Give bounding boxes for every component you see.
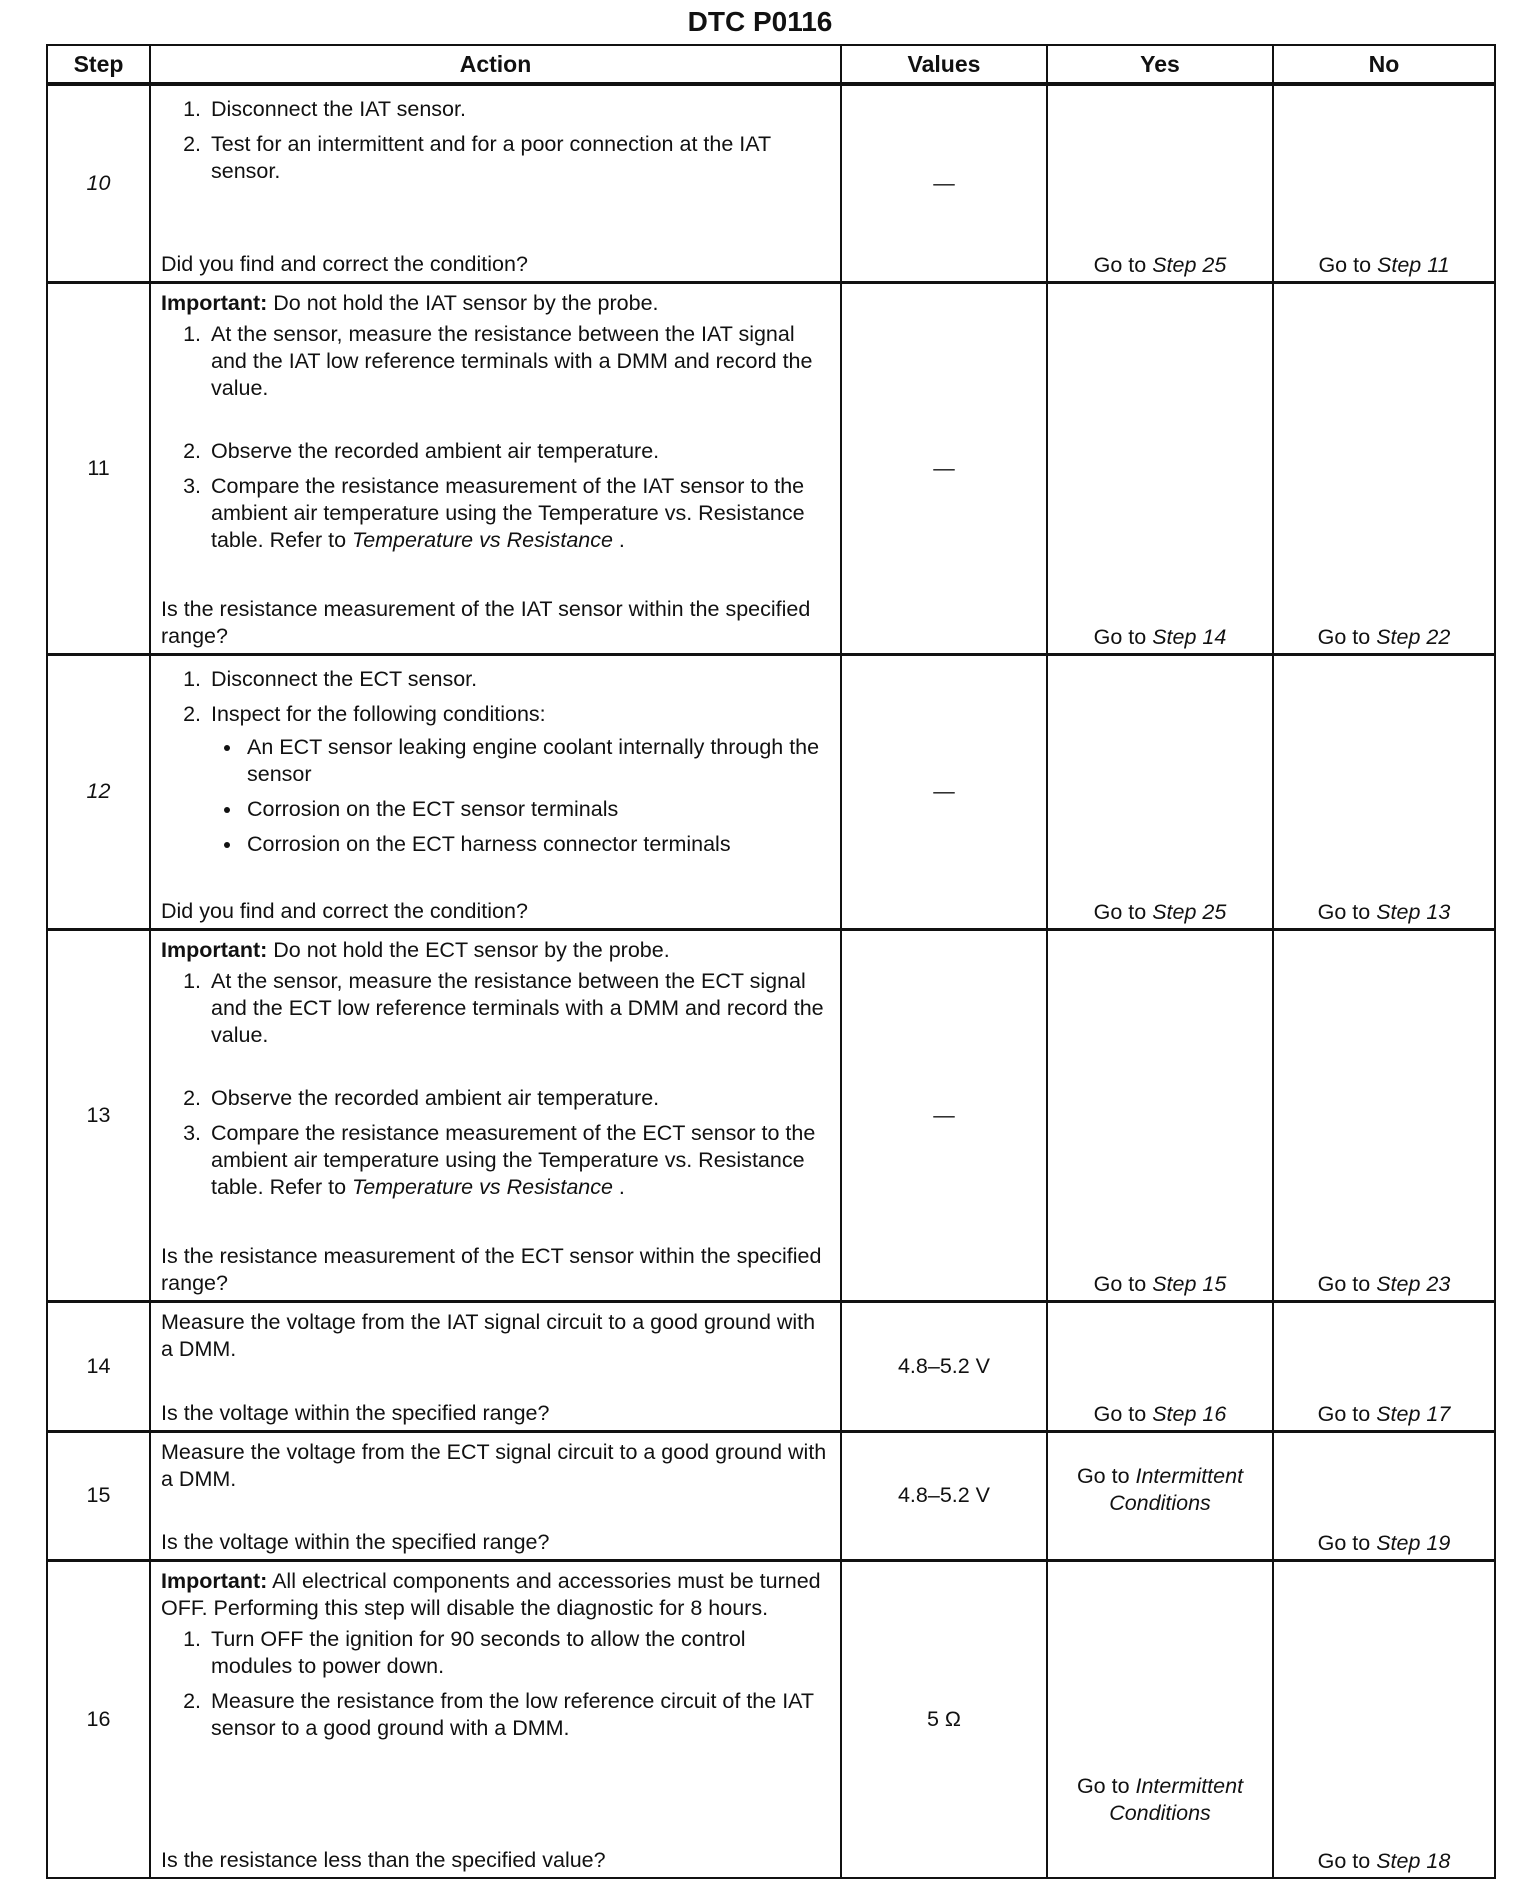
reference-link[interactable]: Temperature vs Resistance <box>352 1174 613 1199</box>
no-cell <box>1273 1560 1495 1878</box>
goto-prefix: Go to <box>1076 1463 1136 1488</box>
question: Is the resistance measurement of the ECT sensor within the specified range? <box>161 1243 822 1295</box>
important-note <box>161 937 830 964</box>
value-cell: 5 Ω <box>841 1560 1047 1878</box>
goto-step-link[interactable]: Step 18 <box>1376 1849 1451 1873</box>
action-cell <box>150 84 841 282</box>
question: Did you find and correct the condition? <box>161 252 528 276</box>
goto-step-link[interactable]: Intermittent Conditions <box>1109 1463 1244 1515</box>
action-steps <box>161 92 830 193</box>
step-number: 16 <box>47 1560 150 1878</box>
no-cell <box>1273 1301 1495 1431</box>
goto-prefix: Go to <box>1093 1271 1153 1296</box>
item-text: Compare the resistance measurement of the ECT sensor to the ambient air temperature using the Temperature vs. Resistance table. Refer to <box>211 1120 816 1199</box>
goto-step-link[interactable]: Step 14 <box>1152 624 1227 649</box>
action-content <box>151 86 840 280</box>
action-steps <box>161 937 830 1209</box>
list-item <box>207 666 830 693</box>
item-text: Turn OFF the ignition for 90 seconds to allow the control modules to power down. <box>211 1626 746 1678</box>
goto-prefix: Go to <box>1318 252 1378 277</box>
yes-goto <box>1048 1433 1272 1517</box>
step-number: 12 <box>47 654 150 929</box>
item-text: At the sensor, measure the resistance between the IAT signal and the IAT low reference terminals with a DMM and record the value. <box>211 321 813 400</box>
goto-prefix: Go to <box>1317 1401 1377 1426</box>
item-text: Observe the recorded ambient air temperature. <box>211 1085 660 1110</box>
table-row <box>47 1560 1495 1878</box>
goto-step-link[interactable]: Step 22 <box>1376 624 1451 649</box>
item-text: Observe the recorded ambient air temperature. <box>211 438 660 463</box>
goto-step-link[interactable]: Step 23 <box>1376 1271 1451 1296</box>
table-row <box>47 929 1495 1301</box>
numbered-list <box>161 1626 830 1742</box>
numbered-list <box>161 968 830 1201</box>
no-goto <box>1274 624 1494 651</box>
diagnostic-table <box>46 44 1496 1879</box>
step-number: 10 <box>47 84 150 282</box>
important-label: Important: <box>161 290 268 315</box>
question: Is the voltage within the specified range? <box>161 1529 550 1554</box>
action-content <box>151 1562 840 1876</box>
table-row <box>47 282 1495 654</box>
goto-step-link[interactable]: Step 13 <box>1376 899 1451 924</box>
goto-step-link[interactable]: Step 11 <box>1377 252 1450 277</box>
action-steps <box>161 290 830 562</box>
item-text: Disconnect the IAT sensor. <box>211 97 466 121</box>
bullet-item: • An ECT sensor leaking engine coolant internally through the sensor <box>243 734 830 788</box>
action-cell <box>150 282 841 654</box>
value-cell: — <box>841 929 1047 1301</box>
item-text: Measure the resistance from the low reference circuit of the IAT sensor to a good ground with a DMM. <box>211 1688 814 1740</box>
goto-prefix: Go to <box>1317 1530 1377 1555</box>
no-goto <box>1274 1401 1494 1428</box>
numbered-list <box>161 321 830 554</box>
list-item <box>207 96 830 123</box>
table-row <box>47 1301 1495 1431</box>
no-cell <box>1273 929 1495 1301</box>
yes-cell <box>1047 654 1273 929</box>
item-text: At the sensor, measure the resistance between the ECT signal and the ECT low reference terminals with a DMM and record the value. <box>211 968 824 1047</box>
bullet-item: • Corrosion on the ECT sensor terminals <box>243 796 830 823</box>
goto-step-link[interactable]: Step 15 <box>1152 1271 1227 1296</box>
step-number: 13 <box>47 929 150 1301</box>
table-row <box>47 84 1495 282</box>
goto-prefix: Go to <box>1093 624 1153 649</box>
header-yes: Yes <box>1047 45 1273 84</box>
action-steps <box>161 1439 830 1493</box>
list-item <box>207 1120 830 1201</box>
item-text: Compare the resistance measurement of the IAT sensor to the ambient air temperature using the Temperature vs. Resistance table. Refer to <box>211 473 805 552</box>
list-item <box>207 438 830 465</box>
item-text: Inspect for the following conditions: <box>211 701 546 726</box>
question: Did you find and correct the condition? <box>161 898 528 923</box>
value-cell: — <box>841 84 1047 282</box>
no-cell <box>1273 84 1495 282</box>
goto-step-link[interactable]: Step 25 <box>1152 252 1227 277</box>
action-content <box>151 284 840 652</box>
important-label: Important: <box>161 937 268 962</box>
goto-prefix: Go to <box>1093 252 1153 277</box>
list-item <box>207 1688 830 1742</box>
list-item <box>207 131 830 185</box>
question: Is the resistance less than the specified value? <box>161 1847 606 1872</box>
action-cell <box>150 1560 841 1878</box>
action-steps <box>161 1568 830 1750</box>
action-cell <box>150 1301 841 1431</box>
step-number: 15 <box>47 1431 150 1560</box>
step-number: 11 <box>47 282 150 654</box>
goto-prefix: Go to <box>1093 899 1153 924</box>
header-values: Values <box>841 45 1047 84</box>
goto-step-link[interactable]: Intermittent Conditions <box>1109 1774 1244 1825</box>
yes-goto <box>1048 1401 1272 1428</box>
no-goto <box>1274 1848 1494 1875</box>
goto-prefix: Go to <box>1317 1849 1377 1873</box>
goto-prefix: Go to <box>1317 624 1377 649</box>
reference-link[interactable]: Temperature vs Resistance <box>352 527 613 552</box>
important-label: Important: <box>161 1568 268 1593</box>
no-cell <box>1273 282 1495 654</box>
action-text: Measure the voltage from the ECT signal circuit to a good ground with a DMM. <box>161 1439 827 1491</box>
table-row <box>47 1431 1495 1560</box>
step-number: 14 <box>47 1301 150 1431</box>
table-row <box>47 654 1495 929</box>
action-steps <box>161 1309 830 1363</box>
important-text: Do not hold the ECT sensor by the probe. <box>267 937 670 962</box>
goto-prefix: Go to <box>1317 899 1377 924</box>
yes-cell <box>1047 84 1273 282</box>
important-text: Do not hold the IAT sensor by the probe. <box>267 290 659 315</box>
action-steps <box>161 662 830 866</box>
item-text: Test for an intermittent and for a poor connection at the IAT sensor. <box>211 132 771 183</box>
value-cell: — <box>841 654 1047 929</box>
yes-cell <box>1047 1431 1273 1560</box>
no-goto <box>1274 1530 1494 1557</box>
value-cell: — <box>841 282 1047 654</box>
goto-step-link[interactable]: Step 19 <box>1376 1530 1451 1555</box>
numbered-list <box>161 666 830 858</box>
yes-cell <box>1047 1560 1273 1878</box>
goto-prefix: Go to <box>1076 1774 1136 1798</box>
list-item <box>207 321 830 402</box>
no-cell <box>1273 1431 1495 1560</box>
numbered-list <box>161 96 830 185</box>
important-note <box>161 290 830 317</box>
goto-step-link[interactable]: Step 17 <box>1376 1401 1451 1426</box>
list-item <box>207 701 830 858</box>
question: Is the resistance measurement of the IAT sensor within the specified range? <box>161 596 811 648</box>
bullet-item: • Corrosion on the ECT harness connector terminals <box>243 831 830 858</box>
goto-prefix: Go to <box>1317 1271 1377 1296</box>
goto-prefix: Go to <box>1093 1401 1153 1426</box>
action-content <box>151 1303 840 1429</box>
action-cell <box>150 1431 841 1560</box>
list-item <box>207 1085 830 1112</box>
no-goto <box>1274 252 1494 279</box>
yes-goto <box>1048 1773 1272 1875</box>
action-cell <box>150 654 841 929</box>
goto-step-link[interactable]: Step 16 <box>1152 1401 1227 1426</box>
action-content <box>151 931 840 1299</box>
header-no: No <box>1273 45 1495 84</box>
action-cell <box>150 929 841 1301</box>
yes-goto <box>1048 1271 1272 1298</box>
value-cell: 4.8–5.2 V <box>841 1431 1047 1560</box>
no-cell <box>1273 654 1495 929</box>
no-goto <box>1274 1271 1494 1298</box>
yes-cell <box>1047 282 1273 654</box>
yes-cell <box>1047 1301 1273 1431</box>
no-goto <box>1274 899 1494 926</box>
header-action: Action <box>150 45 841 84</box>
question: Is the voltage within the specified range? <box>161 1400 550 1425</box>
action-text: Measure the voltage from the IAT signal circuit to a good ground with a DMM. <box>161 1309 816 1361</box>
list-item <box>207 473 830 554</box>
yes-goto <box>1048 899 1272 926</box>
yes-goto <box>1048 624 1272 651</box>
action-content <box>151 656 840 927</box>
important-note <box>161 1568 830 1622</box>
yes-cell <box>1047 929 1273 1301</box>
table-header <box>47 45 1495 84</box>
item-text-end: . <box>612 527 625 552</box>
item-text: Disconnect the ECT sensor. <box>211 666 478 691</box>
header-step: Step <box>47 45 150 84</box>
item-text-end: . <box>612 1174 625 1199</box>
document-title: DTC P0116 <box>687 6 833 37</box>
goto-step-link[interactable]: Step 25 <box>1152 899 1227 924</box>
important-text: All electrical components and accessories must be turned OFF. Performing this step will disable the diagnostic for 8 hours. <box>161 1568 821 1620</box>
list-item <box>207 1626 830 1680</box>
bullet-list <box>211 734 830 858</box>
value-cell: 4.8–5.2 V <box>841 1301 1047 1431</box>
yes-goto <box>1048 252 1272 279</box>
list-item <box>207 968 830 1049</box>
action-content <box>151 1433 840 1558</box>
